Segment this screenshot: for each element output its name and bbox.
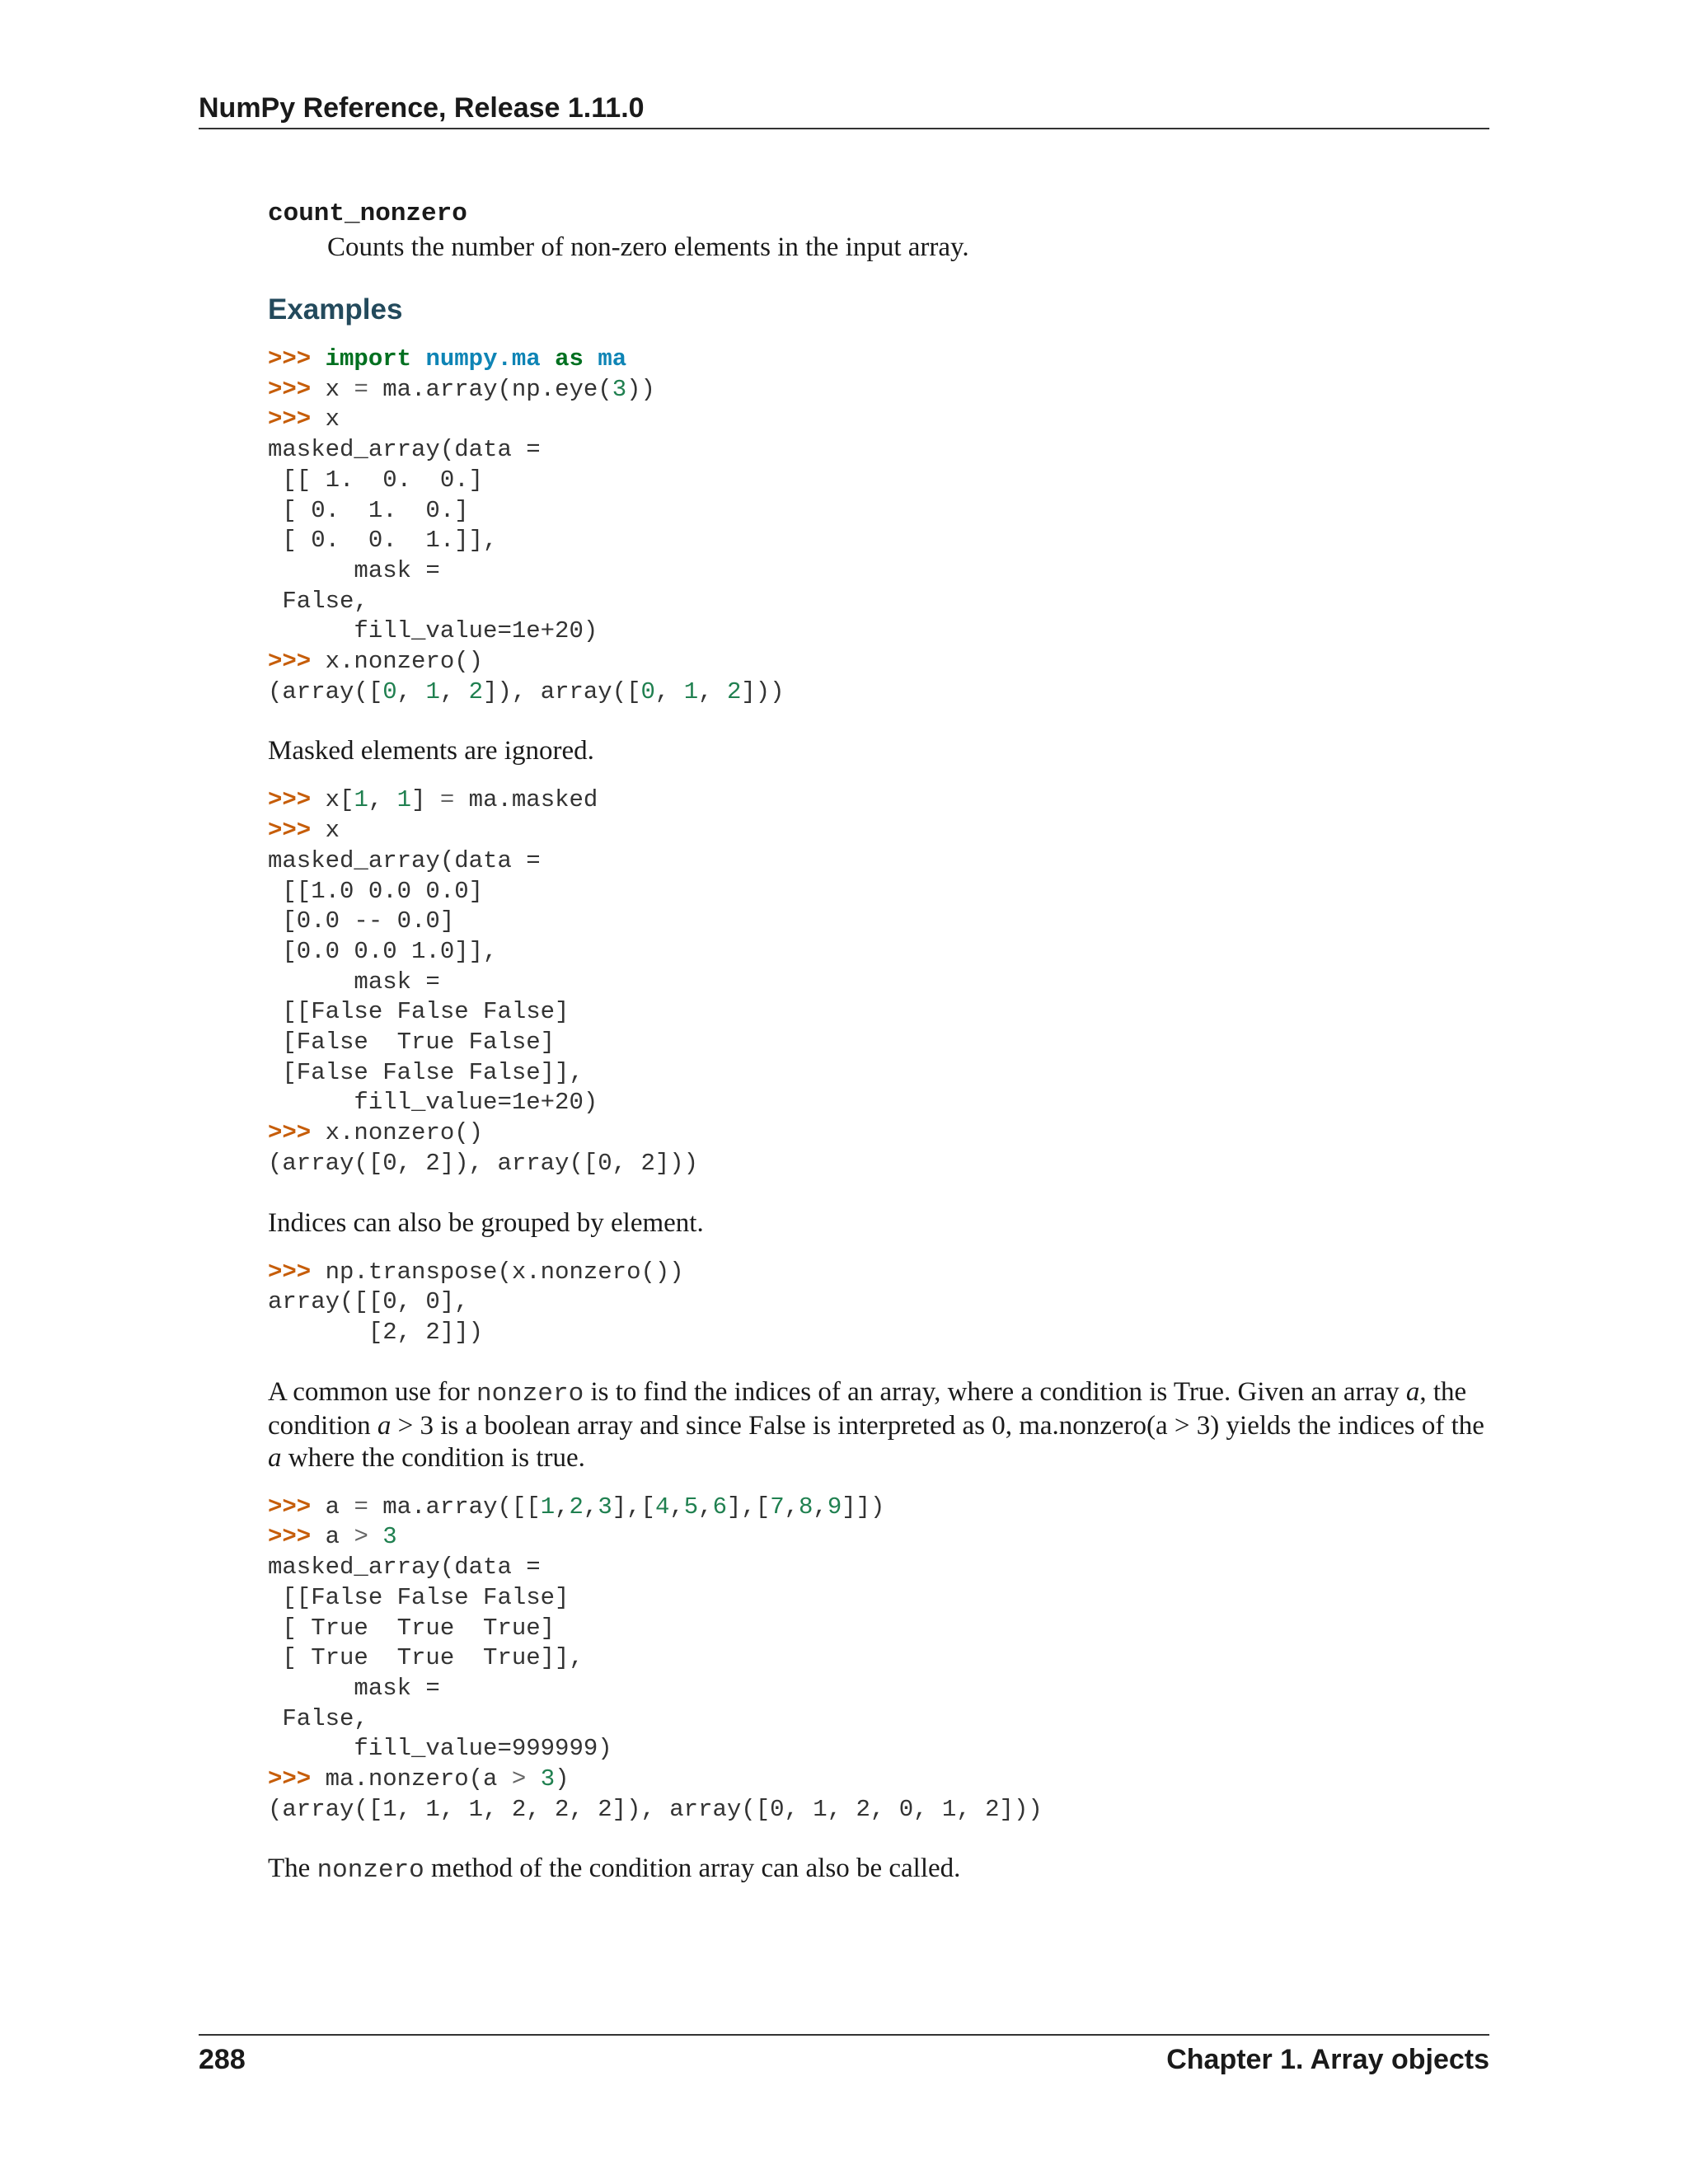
module-alias: ma <box>598 345 627 373</box>
code-text: )) <box>626 375 655 403</box>
number: 2 <box>468 677 484 705</box>
number: 0 <box>640 677 655 705</box>
number: 1 <box>683 677 699 705</box>
code-output: ]), array([ <box>483 677 641 705</box>
code-text: x <box>325 405 340 434</box>
prompt: >>> <box>268 1765 326 1793</box>
code-output: (array([0, 2]), array([0, 2])) <box>268 1149 699 1177</box>
number: 1 <box>396 786 412 814</box>
code-output: , <box>439 677 469 705</box>
prompt: >>> <box>268 648 326 676</box>
math-var: a <box>268 1442 282 1473</box>
chapter-title: Chapter 1. Array objects <box>1166 2044 1489 2075</box>
code-text: a <box>325 1493 354 1521</box>
page-number: 288 <box>199 2044 246 2075</box>
number: 3 <box>382 1523 397 1551</box>
operator: = <box>354 375 368 403</box>
code-text: ma.nonzero(a <box>325 1765 512 1793</box>
code-text: ) <box>555 1765 570 1793</box>
text: where the condition is true. <box>281 1442 585 1473</box>
number: 2 <box>569 1493 584 1521</box>
code-output: (array([ <box>268 677 383 705</box>
inline-code: nonzero <box>316 1856 424 1886</box>
number: 4 <box>654 1493 670 1521</box>
text: The <box>268 1854 317 1884</box>
number: 5 <box>683 1493 699 1521</box>
code-text: x.nonzero() <box>325 1119 484 1147</box>
paragraph-grouped: Indices can also be grouped by element. <box>268 1207 704 1238</box>
number: 8 <box>799 1493 814 1521</box>
number: 2 <box>726 677 742 705</box>
code-block-4: >>> a = ma.array([[1,2,3],[4,5,6],[7,8,9]]) >>> a > 3 masked_array(data = [[False False False] [ True True True] [ True True True]], mask = False, fill_value=999999) >>> ma.nonzero(a > 3) (array([1, 1, 1, 2, 2, 2]), array([0, 1, 2, 0, 1, 2])) <box>268 1493 1043 1823</box>
code-text: ma.array([[ <box>368 1493 541 1521</box>
operator: = <box>439 786 455 814</box>
code-output: masked_array(data = [[False False False] [ True True True] [ True True True]], mask = False, fill_value=999999) <box>268 1554 612 1763</box>
code-output: , <box>396 677 426 705</box>
text: is to find the indices of an array, where a condition is True. Given an array <box>584 1376 1406 1407</box>
module-name: numpy.ma <box>425 345 541 373</box>
code-text: ma.array(np.eye( <box>368 375 612 403</box>
prompt: >>> <box>268 405 326 434</box>
code-output: (array([1, 1, 1, 2, 2, 2]), array([0, 1, 2, 0, 1, 2])) <box>268 1795 1043 1823</box>
paragraph-common-use <box>268 1376 1489 1474</box>
number: 3 <box>612 375 627 403</box>
code-output: masked_array(data = [[ 1. 0. 0.] [ 0. 1. 0.] [ 0. 0. 1.]], mask = False, fill_value=1e+20) <box>268 436 598 645</box>
header-title: NumPy Reference, Release 1.11.0 <box>199 92 645 124</box>
prompt: >>> <box>268 345 326 373</box>
code-output: , <box>654 677 684 705</box>
text: A common use for <box>268 1376 476 1407</box>
number: 0 <box>382 677 397 705</box>
code-output: array([[0, 0], [2, 2]]) <box>268 1288 484 1346</box>
number: 1 <box>354 786 368 814</box>
number: 3 <box>598 1493 612 1521</box>
code-text: x.nonzero() <box>325 648 484 676</box>
number: 9 <box>827 1493 842 1521</box>
operator: = <box>354 1493 368 1521</box>
code-output: ])) <box>741 677 785 705</box>
code-text: ] <box>411 786 440 814</box>
text: method of the condition array can also be called. <box>424 1854 961 1884</box>
prompt: >>> <box>268 1119 326 1147</box>
code-text: ma.masked <box>454 786 598 814</box>
math-var: a <box>377 1410 392 1441</box>
math-var: a <box>1405 1376 1420 1407</box>
text: > 3 is a boolean array and since False is interpreted as 0, ma.nonzero(a > 3) yields the indices of the <box>391 1410 1484 1441</box>
number: 1 <box>425 677 440 705</box>
code-text: a <box>325 1523 354 1551</box>
prompt: >>> <box>268 1493 326 1521</box>
prompt: >>> <box>268 375 326 403</box>
code-text: x <box>325 817 340 845</box>
examples-heading: Examples <box>268 293 403 326</box>
inline-code: nonzero <box>476 1379 584 1408</box>
keyword: import <box>325 345 412 373</box>
operator: > <box>354 1523 368 1551</box>
code-output: masked_array(data = [[1.0 0.0 0.0] [0.0 -- 0.0] [0.0 0.0 1.0]], mask = [[False False False] [False True False] [False False False]], fill_value=1e+20) <box>268 846 598 1117</box>
code-text: , <box>368 786 397 814</box>
paragraph-masked: Masked elements are ignored. <box>268 736 594 766</box>
code-block-1 <box>268 344 1489 707</box>
operator: > <box>511 1765 527 1793</box>
paragraph-final <box>268 1853 1489 1886</box>
code-text: x <box>325 375 354 403</box>
code-block-2 <box>268 785 1489 1179</box>
keyword: as <box>555 345 584 373</box>
prompt: >>> <box>268 817 326 845</box>
prompt: >>> <box>268 1258 326 1286</box>
running-header <box>199 92 1489 129</box>
code-text: np.transpose(x.nonzero()) <box>325 1258 684 1286</box>
attribute-description: Counts the number of non-zero elements in the input array. <box>327 232 969 262</box>
attribute-name: count_nonzero <box>268 199 467 228</box>
number: 1 <box>540 1493 556 1521</box>
running-footer <box>199 2034 1489 2076</box>
code-output: , <box>698 677 727 705</box>
number: 6 <box>712 1493 727 1521</box>
number: 3 <box>540 1765 556 1793</box>
code-text: x[ <box>325 786 354 814</box>
prompt: >>> <box>268 1523 326 1551</box>
code-block-3 <box>268 1258 1489 1348</box>
number: 7 <box>770 1493 785 1521</box>
page-content <box>268 198 1489 1905</box>
text: , the condition <box>268 1376 1467 1441</box>
prompt: >>> <box>268 786 326 814</box>
